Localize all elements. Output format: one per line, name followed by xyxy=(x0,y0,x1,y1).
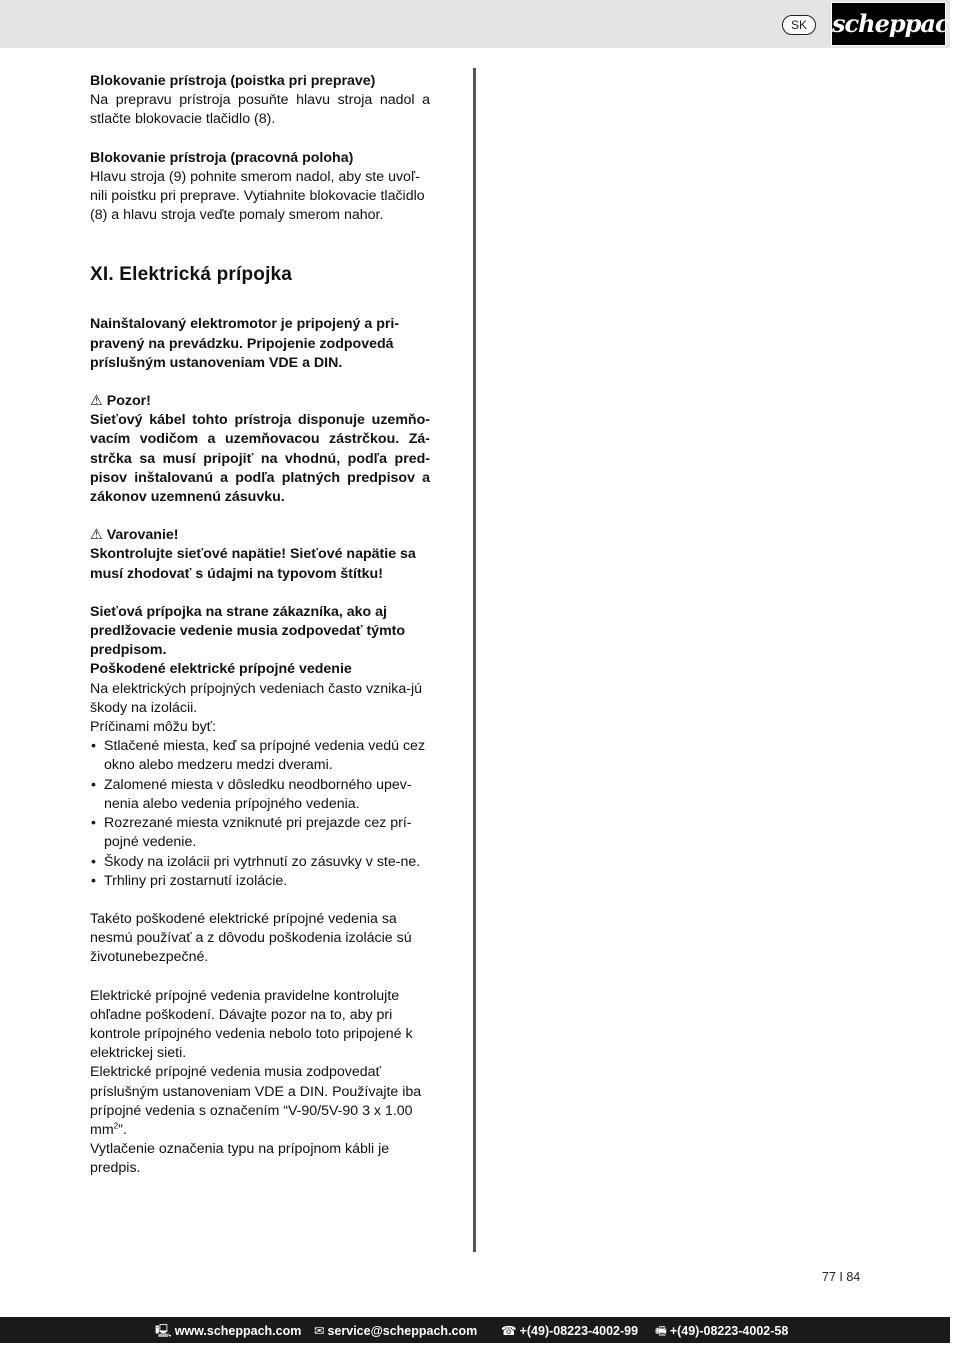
transport-lock-heading: Blokovanie prístroja (poistka pri preprave) xyxy=(90,73,376,89)
list-item: • Zalomené miesta v dôsledku neodborného upev-nenia alebo vedenia prípojného vedenia. xyxy=(90,776,430,814)
brand-logo: scheppach xyxy=(831,2,946,46)
work-position-text: Hlavu stroja (9) pohnite smerom nadol, aby ste uvoľ-nili poistku pri preprave. Vytiahnite blokovacie tlačidlo (8) a hlavu stroja veďte pomaly smerom nahor. xyxy=(90,168,425,224)
list-item: • Trhliny pri zostarnutí izolácie. xyxy=(90,872,430,891)
fax-icon: 🖷 xyxy=(655,1324,667,1338)
list-item: • Škody na izolácii pri vytrhnutí zo zásuvky v ste-ne. xyxy=(90,853,430,872)
fax-number: +(49)-08223-4002-58 xyxy=(669,1324,789,1338)
warning-triangle-icon: ⚠ xyxy=(90,527,103,544)
vde-end: ”. xyxy=(118,1121,127,1138)
caution-title: Pozor! xyxy=(106,393,151,410)
warning-heading xyxy=(90,526,430,545)
danger-text: Takéto poškodené elektrické prípojné vedenia sa nesmú používať a z dôvodu poškodenia izolácie sú životunebezpečné. xyxy=(90,910,412,966)
caution-text: Sieťový kábel tohto prístroja disponuje uzemňo-vacím vodičom a uzemňovacou zástrčkou. Zá-strčka sa musí pripojiť na vhodnú, podľa pred-pisov inštalovanú a podľa platných predpisov a zákonov uzemnenú zásuvku. xyxy=(90,412,430,506)
computer-icon: 🖳 xyxy=(155,1324,172,1338)
damaged-text: Na elektrických prípojných vedeniach často vznika-jú škody na izolácii. xyxy=(90,680,422,716)
vde-text: Elektrické prípojné vedenia musia zodpovedať príslušným ustanoveniam VDE a DIN. Používajte iba prípojné vedenia s označením “V-90/5V-90 3 x 1.00 mm xyxy=(90,1064,422,1138)
section-title: XI. Elektrická prípojka xyxy=(90,264,293,286)
header-bar xyxy=(0,0,965,48)
footer-website[interactable] xyxy=(155,1317,301,1345)
list-item: • Stlačené miesta, keď sa prípojné vedenia vedú cez okno alebo medzeru medzi dverami. xyxy=(90,737,430,775)
footer-bar xyxy=(0,1317,950,1343)
footer-fax xyxy=(655,1317,788,1345)
column-divider xyxy=(473,68,476,1252)
damaged-heading: Poškodené elektrické prípojné vedenie xyxy=(90,661,352,678)
electric-intro: Nainštalovaný elektromotor je pripojený a pri-pravený na prevádzku. Pripojenie zodpovedá príslušným ustanoveniam VDE a DIN. xyxy=(90,316,400,371)
mail-icon: ✉ xyxy=(314,1324,325,1338)
language-badge: SK xyxy=(782,15,816,35)
phone-icon: ☎ xyxy=(501,1324,517,1338)
footer-email[interactable] xyxy=(314,1317,477,1345)
warning-triangle-icon: ⚠ xyxy=(90,393,103,410)
warning-text: Skontrolujte sieťové napätie! Sieťové napätie sa musí zhodovať s údajmi na typovom štítku! xyxy=(90,546,416,582)
imprint-text: Vytlačenie označenia typu na prípojnom kábli je predpis. xyxy=(90,1141,390,1177)
main-column xyxy=(90,72,430,1179)
causes-label: Príčinami môžu byť: xyxy=(90,719,216,736)
email-link[interactable]: service@scheppach.com xyxy=(327,1324,478,1338)
warning-title: Varovanie! xyxy=(106,527,179,544)
caution-heading xyxy=(90,392,430,411)
vde-paragraph xyxy=(90,1063,430,1140)
phone-number: +(49)-08223-4002-99 xyxy=(519,1324,639,1338)
website-link[interactable]: www.scheppach.com xyxy=(174,1324,302,1338)
page-number: 77 I 84 xyxy=(822,1270,861,1284)
footer-phone xyxy=(501,1317,638,1345)
check-text: Elektrické prípojné vedenia pravidelne kontrolujte ohľadne poškodení. Dávajte pozor na to, aby pri kontrole prípojného vedenia nebolo toto pripojené k elektrickej sieti. xyxy=(90,987,413,1062)
causes-list xyxy=(90,737,430,891)
transport-lock-text: Na prepravu prístroja posuňte hlavu stroja nadol a stlačte blokovacie tlačidlo (8). xyxy=(90,92,430,128)
mains-text: Sieťová prípojka na strane zákazníka, ako aj predlžovacie vedenie musia zodpovedať týmto predpisom. xyxy=(90,603,406,659)
vde-superscript: 2 xyxy=(113,1121,119,1131)
list-item: • Rozrezané miesta vzniknuté pri prejazde cez prí-pojné vedenie. xyxy=(90,814,430,852)
work-position-heading: Blokovanie prístroja (pracovná poloha) xyxy=(90,149,354,166)
